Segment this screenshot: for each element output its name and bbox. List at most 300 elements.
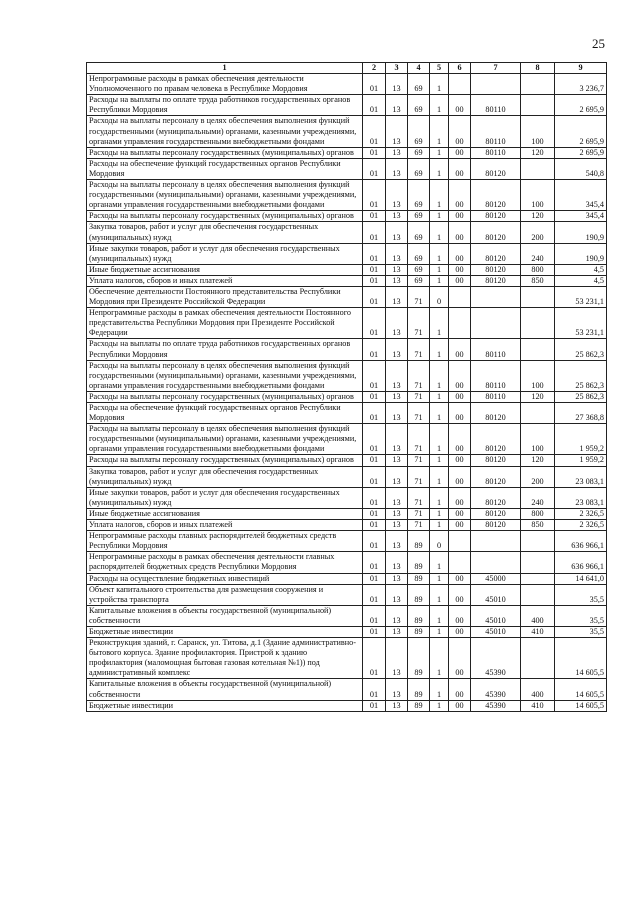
target-article-code: 80120 bbox=[471, 455, 521, 466]
section-code: 01 bbox=[363, 520, 386, 531]
subprogram-code: 0 bbox=[430, 286, 449, 307]
table-row bbox=[87, 638, 607, 679]
program-code: 71 bbox=[408, 391, 430, 402]
direction-code: 00 bbox=[449, 424, 471, 455]
program-code: 71 bbox=[408, 286, 430, 307]
program-code: 69 bbox=[408, 116, 430, 147]
subsection-code: 13 bbox=[386, 508, 408, 519]
table-row bbox=[87, 679, 607, 700]
target-article-code: 80120 bbox=[471, 275, 521, 286]
direction-code: 00 bbox=[449, 487, 471, 508]
direction-code: 00 bbox=[449, 391, 471, 402]
amount-value: 14 605,5 bbox=[555, 638, 607, 679]
expense-type-code: 800 bbox=[521, 508, 555, 519]
section-code: 01 bbox=[363, 339, 386, 360]
table-row bbox=[87, 531, 607, 552]
amount-value: 35,5 bbox=[555, 584, 607, 605]
expense-type-code: 100 bbox=[521, 180, 555, 211]
program-code: 71 bbox=[408, 424, 430, 455]
subsection-code: 13 bbox=[386, 74, 408, 95]
amount-value: 23 083,1 bbox=[555, 466, 607, 487]
subprogram-code: 1 bbox=[430, 275, 449, 286]
section-code: 01 bbox=[363, 679, 386, 700]
target-article-code: 45010 bbox=[471, 584, 521, 605]
row-description: Бюджетные инвестиции bbox=[87, 626, 363, 637]
row-description: Закупка товаров, работ и услуг для обеспечения государственных (муниципальных) нужд bbox=[87, 222, 363, 243]
subprogram-code: 1 bbox=[430, 308, 449, 339]
row-description: Расходы на выплаты персоналу в целях обеспечения выполнения функций государственными (муниципальными) органами, казенными учреждениями, органами управления государственными внебюджетными фондами bbox=[87, 180, 363, 211]
row-description: Расходы на выплаты персоналу государственных (муниципальных) органов bbox=[87, 391, 363, 402]
subprogram-code: 1 bbox=[430, 403, 449, 424]
table-row bbox=[87, 360, 607, 391]
amount-value: 2 695,9 bbox=[555, 116, 607, 147]
row-description: Расходы на выплаты по оплате труда работников государственных органов Республики Мордовия bbox=[87, 95, 363, 116]
amount-value: 53 231,1 bbox=[555, 308, 607, 339]
target-article-code: 80110 bbox=[471, 339, 521, 360]
table-row bbox=[87, 487, 607, 508]
table-row bbox=[87, 455, 607, 466]
subsection-code: 13 bbox=[386, 679, 408, 700]
column-header: 2 bbox=[363, 63, 386, 74]
expense-type-code: 800 bbox=[521, 264, 555, 275]
subprogram-code: 1 bbox=[430, 147, 449, 158]
expense-type-code: 100 bbox=[521, 360, 555, 391]
program-code: 69 bbox=[408, 243, 430, 264]
section-code: 01 bbox=[363, 508, 386, 519]
section-code: 01 bbox=[363, 243, 386, 264]
amount-value: 2 695,9 bbox=[555, 95, 607, 116]
subsection-code: 13 bbox=[386, 243, 408, 264]
target-article-code: 80120 bbox=[471, 243, 521, 264]
target-article-code: 45390 bbox=[471, 638, 521, 679]
subprogram-code: 1 bbox=[430, 626, 449, 637]
program-code: 69 bbox=[408, 275, 430, 286]
program-code: 71 bbox=[408, 455, 430, 466]
target-article-code: 45010 bbox=[471, 626, 521, 637]
amount-value: 190,9 bbox=[555, 243, 607, 264]
subsection-code: 13 bbox=[386, 626, 408, 637]
table-row bbox=[87, 286, 607, 307]
direction-code: 00 bbox=[449, 605, 471, 626]
program-code: 71 bbox=[408, 466, 430, 487]
target-article-code: 80120 bbox=[471, 466, 521, 487]
subprogram-code: 1 bbox=[430, 74, 449, 95]
target-article-code: 80110 bbox=[471, 147, 521, 158]
section-code: 01 bbox=[363, 180, 386, 211]
program-code: 69 bbox=[408, 147, 430, 158]
amount-value: 14 605,5 bbox=[555, 700, 607, 711]
direction-code: 00 bbox=[449, 222, 471, 243]
expense-type-code bbox=[521, 552, 555, 573]
amount-value: 2 695,9 bbox=[555, 147, 607, 158]
direction-code: 00 bbox=[449, 275, 471, 286]
target-article-code: 80120 bbox=[471, 211, 521, 222]
amount-value: 3 236,7 bbox=[555, 74, 607, 95]
section-code: 01 bbox=[363, 95, 386, 116]
subsection-code: 13 bbox=[386, 211, 408, 222]
column-header: 4 bbox=[408, 63, 430, 74]
expense-type-code bbox=[521, 584, 555, 605]
program-code: 69 bbox=[408, 95, 430, 116]
amount-value: 27 368,8 bbox=[555, 403, 607, 424]
row-description: Расходы на выплаты по оплате труда работников государственных органов Республики Мордовия bbox=[87, 339, 363, 360]
row-description: Закупка товаров, работ и услуг для обеспечения государственных (муниципальных) нужд bbox=[87, 466, 363, 487]
row-description: Иные закупки товаров, работ и услуг для обеспечения государственных (муниципальных) нужд bbox=[87, 243, 363, 264]
table-row bbox=[87, 264, 607, 275]
subsection-code: 13 bbox=[386, 584, 408, 605]
subsection-code: 13 bbox=[386, 531, 408, 552]
subsection-code: 13 bbox=[386, 180, 408, 211]
subprogram-code: 1 bbox=[430, 466, 449, 487]
subsection-code: 13 bbox=[386, 552, 408, 573]
column-header: 5 bbox=[430, 63, 449, 74]
row-description: Расходы на выплаты персоналу государственных (муниципальных) органов bbox=[87, 455, 363, 466]
subsection-code: 13 bbox=[386, 605, 408, 626]
section-code: 01 bbox=[363, 531, 386, 552]
subsection-code: 13 bbox=[386, 573, 408, 584]
section-code: 01 bbox=[363, 308, 386, 339]
section-code: 01 bbox=[363, 455, 386, 466]
direction-code: 00 bbox=[449, 158, 471, 179]
target-article-code: 45390 bbox=[471, 679, 521, 700]
direction-code: 00 bbox=[449, 626, 471, 637]
table-row bbox=[87, 552, 607, 573]
amount-value: 14 605,5 bbox=[555, 679, 607, 700]
subsection-code: 13 bbox=[386, 275, 408, 286]
section-code: 01 bbox=[363, 286, 386, 307]
column-header: 1 bbox=[87, 63, 363, 74]
direction-code: 00 bbox=[449, 116, 471, 147]
program-code: 71 bbox=[408, 308, 430, 339]
row-description: Расходы на обеспечение функций государственных органов Республики Мордовия bbox=[87, 403, 363, 424]
target-article-code: 80110 bbox=[471, 95, 521, 116]
direction-code: 00 bbox=[449, 339, 471, 360]
program-code: 69 bbox=[408, 222, 430, 243]
subsection-code: 13 bbox=[386, 286, 408, 307]
expense-type-code bbox=[521, 403, 555, 424]
program-code: 89 bbox=[408, 531, 430, 552]
row-description: Уплата налогов, сборов и иных платежей bbox=[87, 275, 363, 286]
section-code: 01 bbox=[363, 638, 386, 679]
subprogram-code: 1 bbox=[430, 638, 449, 679]
program-code: 71 bbox=[408, 520, 430, 531]
subsection-code: 13 bbox=[386, 403, 408, 424]
program-code: 69 bbox=[408, 158, 430, 179]
section-code: 01 bbox=[363, 211, 386, 222]
table-row bbox=[87, 95, 607, 116]
row-description: Иные бюджетные ассигнования bbox=[87, 508, 363, 519]
direction-code: 00 bbox=[449, 573, 471, 584]
table-row bbox=[87, 424, 607, 455]
program-code: 69 bbox=[408, 74, 430, 95]
table-row bbox=[87, 147, 607, 158]
subsection-code: 13 bbox=[386, 455, 408, 466]
expense-type-code bbox=[521, 286, 555, 307]
target-article-code: 80110 bbox=[471, 391, 521, 402]
subsection-code: 13 bbox=[386, 424, 408, 455]
program-code: 89 bbox=[408, 605, 430, 626]
subprogram-code: 1 bbox=[430, 520, 449, 531]
direction-code: 00 bbox=[449, 638, 471, 679]
program-code: 71 bbox=[408, 403, 430, 424]
direction-code: 00 bbox=[449, 679, 471, 700]
row-description: Расходы на обеспечение функций государственных органов Республики Мордовия bbox=[87, 158, 363, 179]
subprogram-code: 1 bbox=[430, 605, 449, 626]
direction-code bbox=[449, 552, 471, 573]
program-code: 69 bbox=[408, 264, 430, 275]
target-article-code: 80110 bbox=[471, 116, 521, 147]
direction-code: 00 bbox=[449, 455, 471, 466]
section-code: 01 bbox=[363, 275, 386, 286]
target-article-code bbox=[471, 286, 521, 307]
direction-code bbox=[449, 286, 471, 307]
expense-type-code: 240 bbox=[521, 487, 555, 508]
table-row bbox=[87, 180, 607, 211]
expense-type-code bbox=[521, 158, 555, 179]
table-row bbox=[87, 391, 607, 402]
subprogram-code: 0 bbox=[430, 531, 449, 552]
direction-code bbox=[449, 74, 471, 95]
section-code: 01 bbox=[363, 74, 386, 95]
amount-value: 25 862,3 bbox=[555, 391, 607, 402]
direction-code: 00 bbox=[449, 243, 471, 264]
table-row bbox=[87, 403, 607, 424]
expense-type-code: 100 bbox=[521, 116, 555, 147]
subprogram-code: 1 bbox=[430, 487, 449, 508]
subprogram-code: 1 bbox=[430, 95, 449, 116]
amount-value: 540,8 bbox=[555, 158, 607, 179]
row-description: Расходы на выплаты персоналу в целях обеспечения выполнения функций государственными (муниципальными) органами, казенными учреждениями, органами управления государственными внебюджетными фондами bbox=[87, 424, 363, 455]
direction-code bbox=[449, 531, 471, 552]
expense-type-code bbox=[521, 638, 555, 679]
subprogram-code: 1 bbox=[430, 211, 449, 222]
target-article-code bbox=[471, 531, 521, 552]
program-code: 89 bbox=[408, 679, 430, 700]
row-description: Расходы на выплаты персоналу государственных (муниципальных) органов bbox=[87, 147, 363, 158]
expense-type-code: 410 bbox=[521, 626, 555, 637]
expense-type-code: 400 bbox=[521, 679, 555, 700]
subprogram-code: 1 bbox=[430, 508, 449, 519]
subprogram-code: 1 bbox=[430, 243, 449, 264]
target-article-code: 80120 bbox=[471, 520, 521, 531]
program-code: 89 bbox=[408, 626, 430, 637]
subprogram-code: 1 bbox=[430, 264, 449, 275]
program-code: 89 bbox=[408, 700, 430, 711]
direction-code: 00 bbox=[449, 508, 471, 519]
table-row bbox=[87, 222, 607, 243]
program-code: 71 bbox=[408, 339, 430, 360]
amount-value: 345,4 bbox=[555, 180, 607, 211]
program-code: 71 bbox=[408, 508, 430, 519]
subsection-code: 13 bbox=[386, 638, 408, 679]
subprogram-code: 1 bbox=[430, 424, 449, 455]
amount-value: 4,5 bbox=[555, 264, 607, 275]
table-row bbox=[87, 275, 607, 286]
amount-value: 25 862,3 bbox=[555, 360, 607, 391]
subsection-code: 13 bbox=[386, 222, 408, 243]
budget-table bbox=[86, 62, 607, 712]
direction-code: 00 bbox=[449, 584, 471, 605]
subprogram-code: 1 bbox=[430, 158, 449, 179]
expense-type-code bbox=[521, 74, 555, 95]
expense-type-code bbox=[521, 308, 555, 339]
program-code: 71 bbox=[408, 487, 430, 508]
subprogram-code: 1 bbox=[430, 180, 449, 211]
section-code: 01 bbox=[363, 147, 386, 158]
target-article-code bbox=[471, 552, 521, 573]
subprogram-code: 1 bbox=[430, 584, 449, 605]
subprogram-code: 1 bbox=[430, 339, 449, 360]
direction-code: 00 bbox=[449, 520, 471, 531]
row-description: Капитальные вложения в объекты государственной (муниципальной) собственности bbox=[87, 679, 363, 700]
target-article-code: 45010 bbox=[471, 605, 521, 626]
amount-value: 2 326,5 bbox=[555, 508, 607, 519]
table-row bbox=[87, 508, 607, 519]
amount-value: 35,5 bbox=[555, 626, 607, 637]
target-article-code: 80120 bbox=[471, 403, 521, 424]
subprogram-code: 1 bbox=[430, 455, 449, 466]
section-code: 01 bbox=[363, 222, 386, 243]
amount-value: 636 966,1 bbox=[555, 531, 607, 552]
row-description: Непрограммные расходы главных распорядителей бюджетных средств Республики Мордовия bbox=[87, 531, 363, 552]
target-article-code: 45000 bbox=[471, 573, 521, 584]
target-article-code: 80120 bbox=[471, 487, 521, 508]
target-article-code: 80120 bbox=[471, 180, 521, 211]
amount-value: 14 641,0 bbox=[555, 573, 607, 584]
direction-code: 00 bbox=[449, 264, 471, 275]
section-code: 01 bbox=[363, 605, 386, 626]
subsection-code: 13 bbox=[386, 158, 408, 179]
section-code: 01 bbox=[363, 116, 386, 147]
amount-value: 636 966,1 bbox=[555, 552, 607, 573]
program-code: 69 bbox=[408, 211, 430, 222]
section-code: 01 bbox=[363, 264, 386, 275]
row-description: Расходы на осуществление бюджетных инвестиций bbox=[87, 573, 363, 584]
subsection-code: 13 bbox=[386, 116, 408, 147]
target-article-code: 80120 bbox=[471, 222, 521, 243]
row-description: Уплата налогов, сборов и иных платежей bbox=[87, 520, 363, 531]
direction-code: 00 bbox=[449, 360, 471, 391]
expense-type-code: 120 bbox=[521, 211, 555, 222]
expense-type-code: 200 bbox=[521, 222, 555, 243]
direction-code: 00 bbox=[449, 211, 471, 222]
section-code: 01 bbox=[363, 360, 386, 391]
table-row bbox=[87, 158, 607, 179]
row-description: Реконструкция зданий, г. Саранск, ул. Титова, д.1 (Здание административно-бытового корпуса. Здание профилактория. Пристрой к зданию профилактория (маломощная бытовая газовая котельная №1)) под административный комплекс bbox=[87, 638, 363, 679]
row-description: Непрограммные расходы в рамках обеспечения деятельности Уполномоченного по правам человека в Республике Мордовия bbox=[87, 74, 363, 95]
subprogram-code: 1 bbox=[430, 222, 449, 243]
amount-value: 345,4 bbox=[555, 211, 607, 222]
row-description: Объект капитального строительства для размещения сооружения и устройства транспорта bbox=[87, 584, 363, 605]
row-description: Капитальные вложения в объекты государственной (муниципальной) собственности bbox=[87, 605, 363, 626]
expense-type-code: 120 bbox=[521, 147, 555, 158]
subsection-code: 13 bbox=[386, 391, 408, 402]
subsection-code: 13 bbox=[386, 700, 408, 711]
expense-type-code: 100 bbox=[521, 424, 555, 455]
amount-value: 53 231,1 bbox=[555, 286, 607, 307]
subprogram-code: 1 bbox=[430, 360, 449, 391]
table-row bbox=[87, 74, 607, 95]
column-header: 9 bbox=[555, 63, 607, 74]
section-code: 01 bbox=[363, 700, 386, 711]
table-row bbox=[87, 584, 607, 605]
column-header: 8 bbox=[521, 63, 555, 74]
table-row bbox=[87, 626, 607, 637]
subprogram-code: 1 bbox=[430, 116, 449, 147]
table-row bbox=[87, 573, 607, 584]
row-description: Расходы на выплаты персоналу в целях обеспечения выполнения функций государственными (муниципальными) органами, казенными учреждениями, органами управления государственными внебюджетными фондами bbox=[87, 116, 363, 147]
subsection-code: 13 bbox=[386, 308, 408, 339]
table-row bbox=[87, 520, 607, 531]
direction-code: 00 bbox=[449, 95, 471, 116]
table-row bbox=[87, 605, 607, 626]
subsection-code: 13 bbox=[386, 520, 408, 531]
target-article-code bbox=[471, 308, 521, 339]
expense-type-code bbox=[521, 531, 555, 552]
table-row bbox=[87, 339, 607, 360]
subsection-code: 13 bbox=[386, 466, 408, 487]
target-article-code: 80120 bbox=[471, 508, 521, 519]
subprogram-code: 1 bbox=[430, 391, 449, 402]
amount-value: 1 959,2 bbox=[555, 424, 607, 455]
column-header: 3 bbox=[386, 63, 408, 74]
section-code: 01 bbox=[363, 584, 386, 605]
direction-code: 00 bbox=[449, 466, 471, 487]
table-row bbox=[87, 116, 607, 147]
section-code: 01 bbox=[363, 158, 386, 179]
expense-type-code: 850 bbox=[521, 520, 555, 531]
direction-code: 00 bbox=[449, 403, 471, 424]
subsection-code: 13 bbox=[386, 95, 408, 116]
direction-code: 00 bbox=[449, 700, 471, 711]
amount-value: 190,9 bbox=[555, 222, 607, 243]
table-row bbox=[87, 466, 607, 487]
table-row bbox=[87, 308, 607, 339]
amount-value: 4,5 bbox=[555, 275, 607, 286]
direction-code bbox=[449, 308, 471, 339]
target-article-code: 80120 bbox=[471, 424, 521, 455]
direction-code: 00 bbox=[449, 180, 471, 211]
row-description: Расходы на выплаты персоналу в целях обеспечения выполнения функций государственными (муниципальными) органами, казенными учреждениями, органами управления государственными внебюджетными фондами bbox=[87, 360, 363, 391]
expense-type-code bbox=[521, 339, 555, 360]
table-row bbox=[87, 211, 607, 222]
section-code: 01 bbox=[363, 403, 386, 424]
subsection-code: 13 bbox=[386, 360, 408, 391]
program-code: 89 bbox=[408, 638, 430, 679]
row-description: Бюджетные инвестиции bbox=[87, 700, 363, 711]
section-code: 01 bbox=[363, 391, 386, 402]
column-header: 6 bbox=[449, 63, 471, 74]
table-header-row bbox=[87, 63, 607, 74]
subprogram-code: 1 bbox=[430, 700, 449, 711]
table-row bbox=[87, 700, 607, 711]
expense-type-code: 240 bbox=[521, 243, 555, 264]
table-row bbox=[87, 243, 607, 264]
amount-value: 23 083,1 bbox=[555, 487, 607, 508]
program-code: 89 bbox=[408, 552, 430, 573]
subsection-code: 13 bbox=[386, 487, 408, 508]
amount-value: 2 326,5 bbox=[555, 520, 607, 531]
row-description: Расходы на выплаты персоналу государственных (муниципальных) органов bbox=[87, 211, 363, 222]
target-article-code: 45390 bbox=[471, 700, 521, 711]
target-article-code: 80120 bbox=[471, 158, 521, 179]
section-code: 01 bbox=[363, 626, 386, 637]
expense-type-code: 120 bbox=[521, 391, 555, 402]
target-article-code: 80110 bbox=[471, 360, 521, 391]
expense-type-code: 400 bbox=[521, 605, 555, 626]
subsection-code: 13 bbox=[386, 147, 408, 158]
page-number: 25 bbox=[592, 36, 605, 51]
